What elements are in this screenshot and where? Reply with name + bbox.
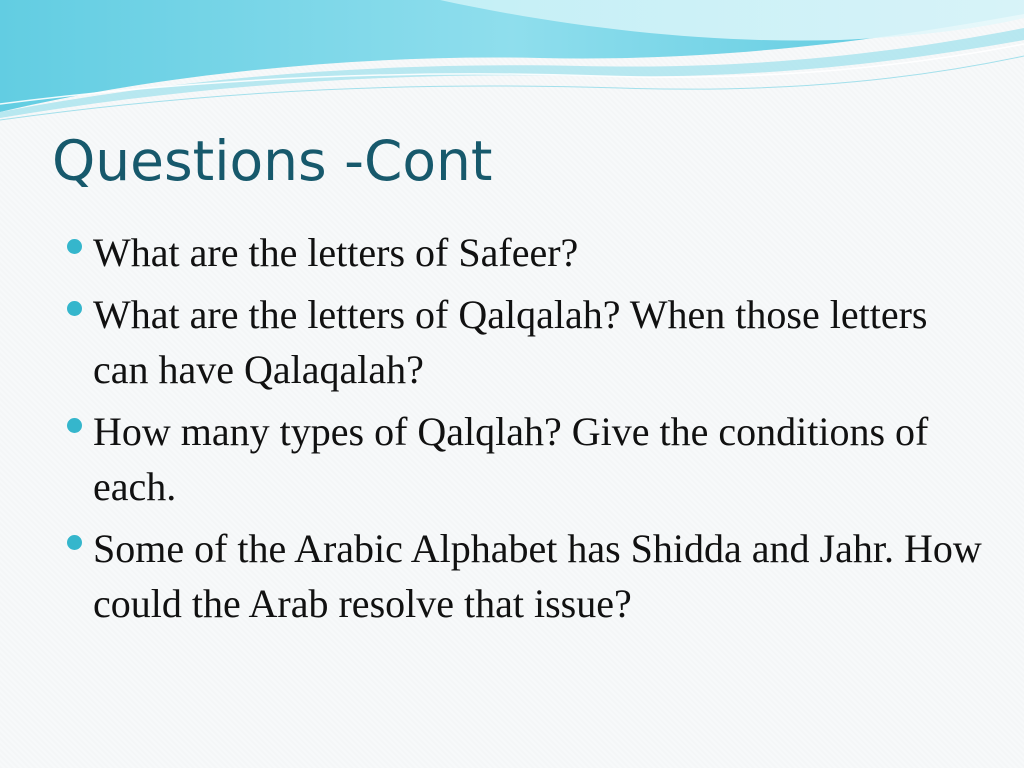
bullet-marker-icon bbox=[67, 418, 82, 433]
bullet-text: Some of the Arabic Alphabet has Shidda and Jahr. How could the Arab resolve that issue? bbox=[93, 526, 982, 626]
bullet-text: What are the letters of Qalqalah? When those letters can have Qalaqalah? bbox=[93, 292, 928, 392]
bullet-marker-icon bbox=[67, 239, 82, 254]
bullet-marker-icon bbox=[67, 301, 82, 316]
bullet-item bbox=[66, 521, 986, 631]
bullet-item bbox=[66, 404, 986, 514]
bullet-list bbox=[66, 225, 986, 638]
header-wave-decoration bbox=[0, 0, 1024, 130]
bullet-item bbox=[66, 287, 986, 397]
bullet-item bbox=[66, 225, 986, 280]
bullet-marker-icon bbox=[67, 535, 82, 550]
bullet-text: How many types of Qalqlah? Give the conditions of each. bbox=[93, 409, 929, 509]
slide-title: Questions -Cont bbox=[52, 129, 493, 193]
bullet-text: What are the letters of Safeer? bbox=[93, 230, 579, 275]
